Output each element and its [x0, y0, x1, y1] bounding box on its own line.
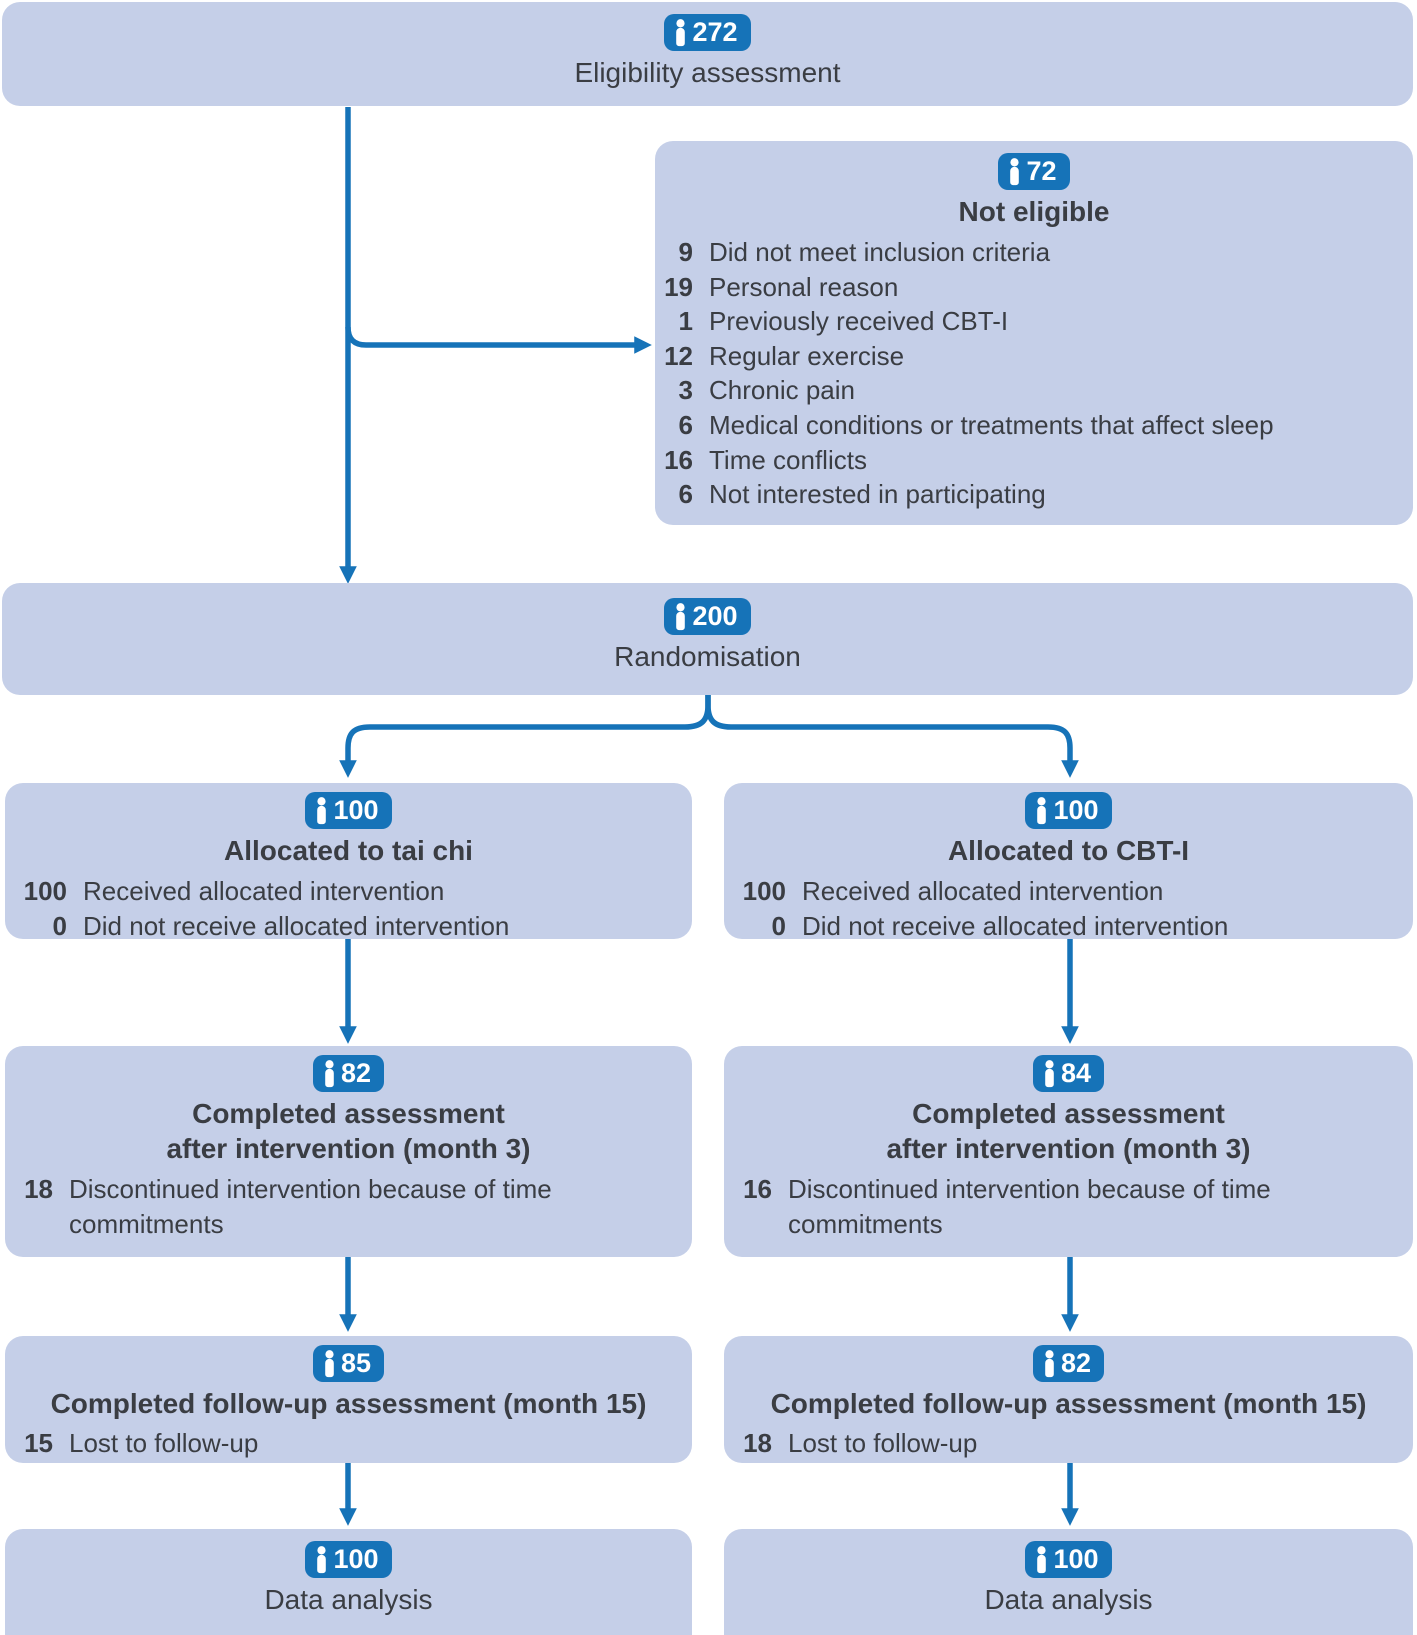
box-title: Randomisation: [614, 641, 801, 673]
allocation-row: [5, 874, 682, 909]
box-title: Allocated to tai chi: [224, 835, 473, 867]
reason-count: 1: [678, 306, 693, 337]
data-analysis-box-cbti: [724, 1529, 1413, 1635]
count-value: 200: [692, 601, 738, 631]
lost-row: [5, 1426, 678, 1461]
lost-count: 18: [743, 1428, 772, 1459]
box-title-line1: Completed assessment: [912, 1098, 1225, 1130]
reason-count: 9: [678, 237, 693, 268]
person-icon: [323, 1350, 336, 1378]
count-badge: [313, 1345, 384, 1382]
reason-label: Time conflicts: [709, 444, 867, 475]
reason-row: [655, 477, 1399, 512]
allocation-count: 0: [771, 910, 786, 941]
count-value: 272: [692, 17, 738, 47]
discontinued-count: 16: [743, 1174, 772, 1205]
allocation-count: 0: [52, 910, 67, 941]
count-badge: [1025, 1541, 1111, 1578]
person-icon: [674, 19, 687, 47]
reason-row: [655, 408, 1399, 443]
discontinued-count: 18: [24, 1174, 53, 1205]
box-title: Eligibility assessment: [574, 57, 841, 89]
reason-count: 19: [664, 271, 693, 302]
person-icon: [1043, 1060, 1056, 1088]
reason-label: Did not meet inclusion criteria: [709, 237, 1051, 268]
reason-count: 12: [664, 340, 693, 371]
followup-assessment-box-cbti: [724, 1336, 1413, 1463]
person-icon: [315, 1546, 328, 1574]
cbti-allocation-box: [724, 783, 1413, 939]
count-value: 82: [340, 1058, 372, 1088]
lost-count: 15: [24, 1428, 53, 1459]
person-icon: [674, 603, 687, 631]
allocation-count: 100: [742, 876, 786, 907]
discontinued-label: Discontinued intervention because of time commitments: [788, 1174, 1271, 1239]
box-title-line2: after intervention (month 3): [166, 1133, 531, 1165]
count-badge: [664, 598, 750, 635]
count-badge: [305, 792, 391, 829]
box-title-line2: after intervention (month 3): [886, 1133, 1251, 1165]
allocation-count: 100: [23, 876, 67, 907]
lost-row: [724, 1426, 1399, 1461]
box-title: Not eligible: [958, 196, 1110, 228]
count-badge: [1033, 1055, 1104, 1092]
discontinued-row: [5, 1172, 678, 1241]
box-title: Allocated to CBT-I: [947, 835, 1190, 867]
reason-count: 3: [678, 375, 693, 406]
box-title: Completed follow-up assessment (month 15): [770, 1388, 1367, 1420]
reason-label: Personal reason: [709, 271, 899, 302]
lost-label: Lost to follow-up: [69, 1428, 259, 1459]
followup-assessment-box-tai-chi: [5, 1336, 692, 1463]
reason-label: Not interested in participating: [709, 479, 1046, 510]
data-analysis-box-tai-chi: [5, 1529, 692, 1635]
allocation-label: Received allocated intervention: [83, 876, 445, 907]
allocation-row: [724, 909, 1403, 944]
reason-row: [655, 304, 1399, 339]
reason-label: Medical conditions or treatments that affect sleep: [709, 409, 1274, 440]
person-icon: [323, 1060, 336, 1088]
not-eligible-box: [655, 141, 1413, 525]
reason-count: 16: [664, 444, 693, 475]
count-value: 82: [1060, 1348, 1092, 1378]
discontinued-label: Discontinued intervention because of time commitments: [69, 1174, 552, 1239]
randomisation-box: [2, 583, 1413, 695]
person-icon: [1043, 1350, 1056, 1378]
count-value: 100: [333, 795, 379, 825]
allocation-row: [724, 874, 1403, 909]
connector-randomisation-to-cbti: [708, 695, 1070, 762]
reason-row: [655, 373, 1399, 408]
person-icon: [1008, 158, 1021, 186]
reason-row: [655, 443, 1399, 478]
person-icon: [1035, 1546, 1048, 1574]
reason-label: Regular exercise: [709, 340, 905, 371]
discontinued-row: [724, 1172, 1399, 1241]
count-badge: [1033, 1345, 1104, 1382]
box-title: Data analysis: [264, 1584, 433, 1616]
month3-assessment-box-tai-chi: [5, 1046, 692, 1257]
connector-randomisation-to-tai-chi: [348, 695, 708, 762]
reason-count: 6: [678, 409, 693, 440]
lost-label: Lost to follow-up: [788, 1428, 978, 1459]
tai-chi-allocation-box: [5, 783, 692, 939]
reason-row: [655, 235, 1399, 270]
reason-label: Chronic pain: [709, 375, 855, 406]
reason-row: [655, 270, 1399, 305]
reason-count: 6: [678, 479, 693, 510]
connector-to-not-eligible: [348, 327, 636, 345]
count-badge: [313, 1055, 384, 1092]
eligibility-box: [2, 2, 1413, 106]
reason-label: Previously received CBT-I: [709, 306, 1009, 337]
reason-row: [655, 339, 1399, 374]
person-icon: [1035, 797, 1048, 825]
box-title: Data analysis: [984, 1584, 1153, 1616]
box-title: Completed follow-up assessment (month 15): [50, 1388, 647, 1420]
allocation-label: Did not receive allocated intervention: [83, 910, 510, 941]
count-badge: [1025, 792, 1111, 829]
count-value: 100: [1053, 1544, 1099, 1574]
count-value: 100: [1053, 795, 1099, 825]
allocation-label: Did not receive allocated intervention: [802, 910, 1229, 941]
count-value: 84: [1060, 1058, 1092, 1088]
count-badge: [664, 14, 750, 51]
allocation-label: Received allocated intervention: [802, 876, 1164, 907]
month3-assessment-box-cbti: [724, 1046, 1413, 1257]
count-value: 100: [333, 1544, 379, 1574]
count-value: 85: [340, 1348, 372, 1378]
person-icon: [315, 797, 328, 825]
count-badge: [305, 1541, 391, 1578]
count-badge: [998, 153, 1069, 190]
allocation-row: [5, 909, 682, 944]
count-value: 72: [1026, 156, 1057, 186]
box-title-line1: Completed assessment: [192, 1098, 505, 1130]
